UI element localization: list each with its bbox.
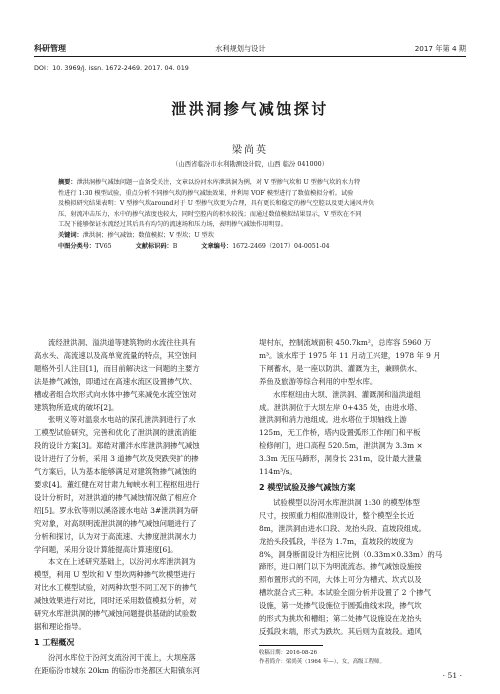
keywords-label: 关键词：: [58, 231, 83, 239]
body-text-line: 段的设计方案[3]。郑皓对灌泮水库泄洪洞掺气减蚀: [34, 441, 200, 451]
footnote: [259, 649, 466, 667]
body-text-line: 尺寸，按照重力相似准则设计，整个模型全长近: [259, 510, 415, 520]
doc-code-value: B: [172, 242, 178, 250]
section-heading-2: 2 模型试验及掺气减蚀方案: [259, 482, 356, 492]
body-text-line: 试验模型以汾河水库泄洪洞 1:30 的模型体型: [273, 497, 420, 507]
footnote-rule: [259, 645, 323, 646]
body-text-line: m³。该水库于 1975 年 11 月动工兴建，1978 年 9 月: [259, 350, 441, 360]
article-id-value: 1672-2469（2017）04-0051-04: [232, 242, 330, 250]
body-text-line: 8m，泄洪洞由进水口段、龙抬头段、直坡段组成。: [259, 523, 426, 533]
body-text-line: 减蚀效果进行对比，同时还采用数值模拟分析，对: [34, 596, 197, 606]
body-text-line: 设施，第一处掺气设施位于圆弧曲线末段，掺气坎: [259, 601, 422, 611]
body-text-line: 题格外引人注目[1]，而目前解决这一问题的主要方: [34, 363, 200, 373]
body-text-line: 要求[4]。董红健在对甘肃九甸峡水利工程枢纽进行: [34, 479, 200, 489]
keywords: [58, 231, 443, 242]
affiliation: （山西省临汾市水利勘测设计院，山西 临汾 041000）: [171, 160, 329, 168]
left-column: [34, 337, 241, 678]
body-text-line: 下闸蓄水，是一座以防洪、灌溉为主，兼顾供水、: [259, 363, 422, 373]
body-columns: [34, 337, 466, 678]
body-text-line: 在距临汾市城东 20km 的临汾市尧都区大阳镇东河: [34, 665, 201, 675]
abstract-line: 摘要：泄洪洞掺气减蚀问题一直备受关注，文章以汾河水库泄洪洞为例，对 V 型掺气坎和 U 型掺气坎的水力特: [58, 179, 361, 186]
body-text-line: 建筑物所造成的破坏[2]。: [34, 402, 119, 412]
body-text-line: 水库枢纽由大坝、泄洪洞、灌溉洞和溢洪道组: [273, 389, 421, 399]
right-column: [259, 337, 466, 678]
doc-code-label: 文献标识码：: [135, 242, 173, 250]
body-text-line: 张明义等对温泉水电站的深孔泄洪洞进行了水: [48, 415, 196, 425]
abstract-line: 压、射流冲击压力，水中的掺气浓度也较大，同时空腔内的积水较浅；而通过数值模拟结果显示，V 型坎在不同: [58, 210, 362, 218]
author-name: 梁尚英: [232, 145, 268, 156]
body-text-line: 学问题，采用分设计算能提高计算速度[6]。: [34, 544, 178, 554]
body-text-line: 3.3m 无压马蹄形，洞身长 231m，设计最大泄量: [259, 454, 422, 464]
doi[interactable]: DOI：10. 3969/j. issn. 1672-2469. 2017. 04. 019: [34, 64, 189, 72]
section-heading-1: 1 工程概况: [34, 637, 75, 647]
body-text-line: 养鱼及旅游等综合利用的中型水库。: [259, 376, 378, 386]
body-text-line: 汾河水库位于汾河支流汾河干流上，大坝座落: [48, 652, 196, 662]
body-text-line: 本文在上述研究基础上，以汾河水库泄洪洞为: [48, 557, 196, 567]
body-text-line: 槽坎混合式三种。本试验全面分析并设置了 2 个掺气: [259, 588, 431, 598]
body-text-line: 工模型试验研究，完善和优化了泄洪洞的泄流消能: [34, 428, 197, 438]
body-text-line: 绍[5]。罗永钦等则以溪洛渡水电站 3#泄洪洞为研: [34, 505, 199, 515]
body-text-line: 法是掺气减蚀，即通过在高速水流区设置掺气坎、: [34, 376, 197, 386]
body-text-line: 反弧段末端，形式为跌坎。其后则为直坡段。通风: [259, 626, 422, 636]
keywords-value: 泄洪洞；掺气减蚀；数值模拟；V 型坎；U 型坎: [82, 231, 214, 239]
clc-label: 中图分类号：: [58, 242, 96, 250]
abstract-label: 摘要：: [58, 179, 77, 186]
abstract-line: 性进行 1:30 模型试验，重点分析不同掺气坎的掺气减蚀效果，并利用 VOF 模型进行了数值模拟分析。试验: [58, 189, 354, 197]
body-text-line: 研究水库泄洪洞的掺气减蚀问题提供基础的试验数: [34, 609, 197, 619]
body-text-line: 据和理论指导。: [34, 621, 86, 631]
body-text-line: 究对象，对高坝明流泄洪洞的掺气减蚀问题进行了: [34, 518, 197, 528]
body-text-line: 泄洪洞和消力池组成。进水塔位于坝轴线上游: [259, 415, 407, 425]
article-meta: [58, 242, 443, 253]
journal-section: 科研管理: [34, 44, 66, 53]
abstract-line: 工况下能够保证水流经过其后具有均匀的流速场和压力场，表明掺气减蚀作用明显。: [58, 221, 287, 229]
footnote-line: 收稿日期：2016-08-26: [259, 649, 318, 656]
body-text-line: 的形式为挑坎和槽组；第二处掺气设施设在龙抬头: [259, 614, 422, 624]
body-text-line: 检修闸门，进口高程 520.5m，泄洪洞为 3.3m ×: [259, 441, 423, 451]
body-text-line: 模型，利用 U 型坎和 V 型坎两种掺气坎模型进行: [34, 570, 196, 580]
body-text-line: 114m³/s。: [259, 467, 297, 477]
body-text-line: 照布置形式的不同，大体上可分为槽式、坎式以及: [259, 575, 422, 585]
body-text-line: 流经泄洪洞、溢洪道等建筑物的水流往往具有: [48, 338, 196, 347]
body-text-line: 堤村东，控制流域面积 450.7km²，总库容 5960 万: [259, 338, 432, 347]
body-text-line: 成。泄洪洞位于大坝左岸 0+435 处，由进水塔、: [259, 402, 422, 412]
body-text-line: 分析和探讨，认为对于高流速、大掺度泄洪洞水力: [34, 531, 197, 541]
journal-issue: 2017 年第 4 期: [414, 44, 466, 53]
abstract-line: 及模拟研究结果表明：V 型掺气坎around对于 U 型掺气坎更为合理，具有更长和稳定的掺气空腔以及更大通风井负: [58, 200, 375, 208]
body-text-line: 气方案后，认为基本能够满足对建筑物掺气减蚀的: [34, 467, 197, 477]
body-text-line: 125m，无工作桥，塔内设置弧形工作闸门和平板: [259, 428, 421, 438]
journal-name: 水利规划与设计: [215, 44, 266, 53]
body-text-line: 槽或者组合坎形式向水体中掺气来减免水流空蚀对: [34, 389, 197, 399]
clc-value: TV65: [95, 242, 112, 250]
paper-title: 泄洪洞掺气减蚀探讨: [171, 100, 329, 118]
body-text-line: 设计分析时，对泄洪道的掺气减蚀情况做了相应介: [34, 492, 197, 502]
running-header: [34, 40, 466, 54]
body-text-line: 8%，洞身断面设计为相应比例（0.33m×0.33m）的马: [259, 549, 443, 559]
footnote-line: 作者简介：梁尚英（1964 年—），女，高级工程师。: [259, 658, 385, 665]
body-text-line: 对比水工模型试验，对两种坎型不同工况下的掺气: [34, 583, 197, 593]
body-text-line: 高水头、高流速以及高单宽流量的特点，其空蚀问: [34, 350, 197, 360]
body-text-line: 蹄形，进口闸门以下为明流流态。掺气减蚀设施按: [259, 562, 422, 572]
abstract-block: [58, 178, 443, 252]
page-number: · 51 ·: [442, 671, 462, 680]
body-text-line: 设计进行了分析，采用 3 道掺气坎及突跌突扩的掺: [34, 454, 199, 464]
body-text-line: 龙抬头段弧段，半径为 1.7m，直坡段的坡度为: [259, 536, 414, 546]
article-id-label: 文章编号：: [201, 242, 233, 250]
header-rule: [34, 56, 466, 57]
